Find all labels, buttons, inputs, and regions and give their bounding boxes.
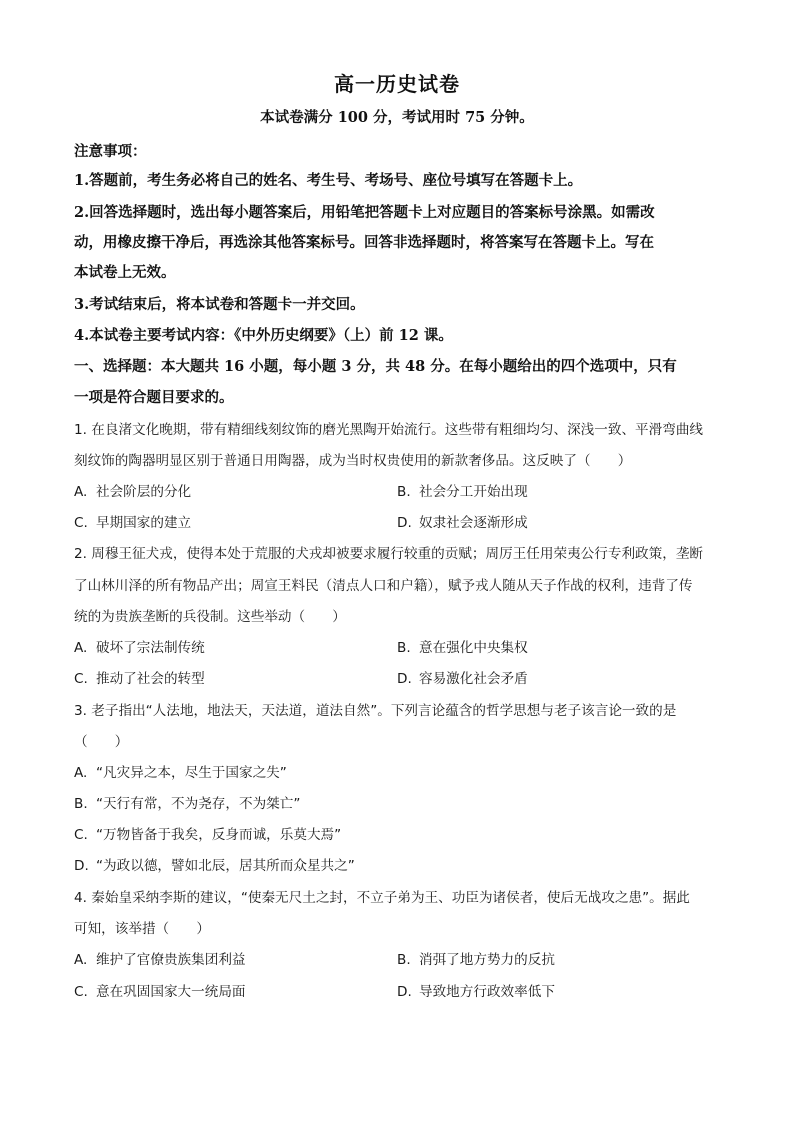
question-4-option-b: B. 消弭了地方势力的反抗 [397,952,555,968]
note-line: 4.本试卷主要考试内容：《中外历史纲要》（上）前 12 课。 [74,327,453,344]
note-line: 2.回答选择题时，选出每小题答案后，用铅笔把答题卡上对应题目的答案标号涂黑。如需改 [74,204,655,221]
question-1-option-c: C. 早期国家的建立 [74,515,192,531]
question-1-option-a: A. 社会阶层的分化 [74,484,192,500]
question-4-stem: 可知，该举措（ ） [74,921,210,937]
question-2-stem: 了山林川泽的所有物品产出；周宣王料民（清点人口和户籍），赋予戎人随从天子作战的权利，违背了传 [74,578,693,594]
question-4-stem: 4. 秦始皇采纳李斯的建议，“使秦无尺土之封，不立子弟为王、功臣为诸侯者，使后无战攻之患”。据此 [74,890,690,906]
note-line: 动，用橡皮擦干净后，再选涂其他答案标号。回答非选择题时，将答案写在答题卡上。写在 [74,234,654,251]
note-line: 3.考试结束后，将本试卷和答题卡一并交回。 [74,296,365,313]
question-3-stem: （ ） [74,734,129,750]
question-1-stem: 1. 在良渚文化晚期，带有精细线刻纹饰的磨光黑陶开始流行。这些带有粗细均匀、深浅一致、平滑弯曲线 [74,422,704,438]
question-4-option-d: D. 导致地方行政效率低下 [397,984,555,1000]
question-2-option-b: B. 意在强化中央集权 [397,640,528,656]
question-3-option-c: C. “万物皆备于我矣，反身而诚，乐莫大焉” [74,827,342,843]
question-2-stem: 统的为贵族垄断的兵役制。这些举动（ ） [74,609,346,625]
question-2-option-a: A. 破坏了宗法制传统 [74,640,205,656]
question-3-option-a: A. “凡灾异之本，尽生于国家之失” [74,765,287,781]
note-line: 本试卷上无效。 [74,264,176,281]
question-4-option-a: A. 维护了官僚贵族集团利益 [74,952,246,968]
exam-subtitle: 本试卷满分 100 分，考试用时 75 分钟。 [260,109,534,126]
question-2-option-c: C. 推动了社会的转型 [74,671,205,687]
question-1-option-b: B. 社会分工开始出现 [397,484,528,500]
question-3-option-b: B. “天行有常，不为尧存，不为桀亡” [74,796,301,812]
page-title: 高一历史试卷 [334,72,460,96]
section-heading: 一项是符合题目要求的。 [74,389,234,406]
question-2-option-d: D. 容易激化社会矛盾 [397,671,528,687]
question-1-stem: 刻纹饰的陶器明显区别于普通日用陶器，成为当时权贵使用的新款奢侈品。这反映了（ ） [74,453,632,469]
notes-heading: 注意事项： [74,143,147,160]
note-line: 1.答题前，考生务必将自己的姓名、考生号、考场号、座位号填写在答题卡上。 [74,172,583,189]
question-3-stem: 3. 老子指出“人法地，地法天，天法道，道法自然”。下列言论蕴含的哲学思想与老子该言论一致的是 [74,703,677,719]
question-4-option-c: C. 意在巩固国家大一统局面 [74,984,246,1000]
question-1-option-d: D. 奴隶社会逐渐形成 [397,515,528,531]
section-heading: 一、选择题：本大题共 16 小题，每小题 3 分，共 48 分。在每小题给出的四个选项中，只有 [74,358,677,375]
question-3-option-d: D. “为政以德，譬如北辰，居其所而众星共之” [74,858,355,874]
question-2-stem: 2. 周穆王征犬戎，使得本处于荒服的犬戎却被要求履行较重的贡赋；周厉王任用荣夷公行专利政策，垄断 [74,546,704,562]
